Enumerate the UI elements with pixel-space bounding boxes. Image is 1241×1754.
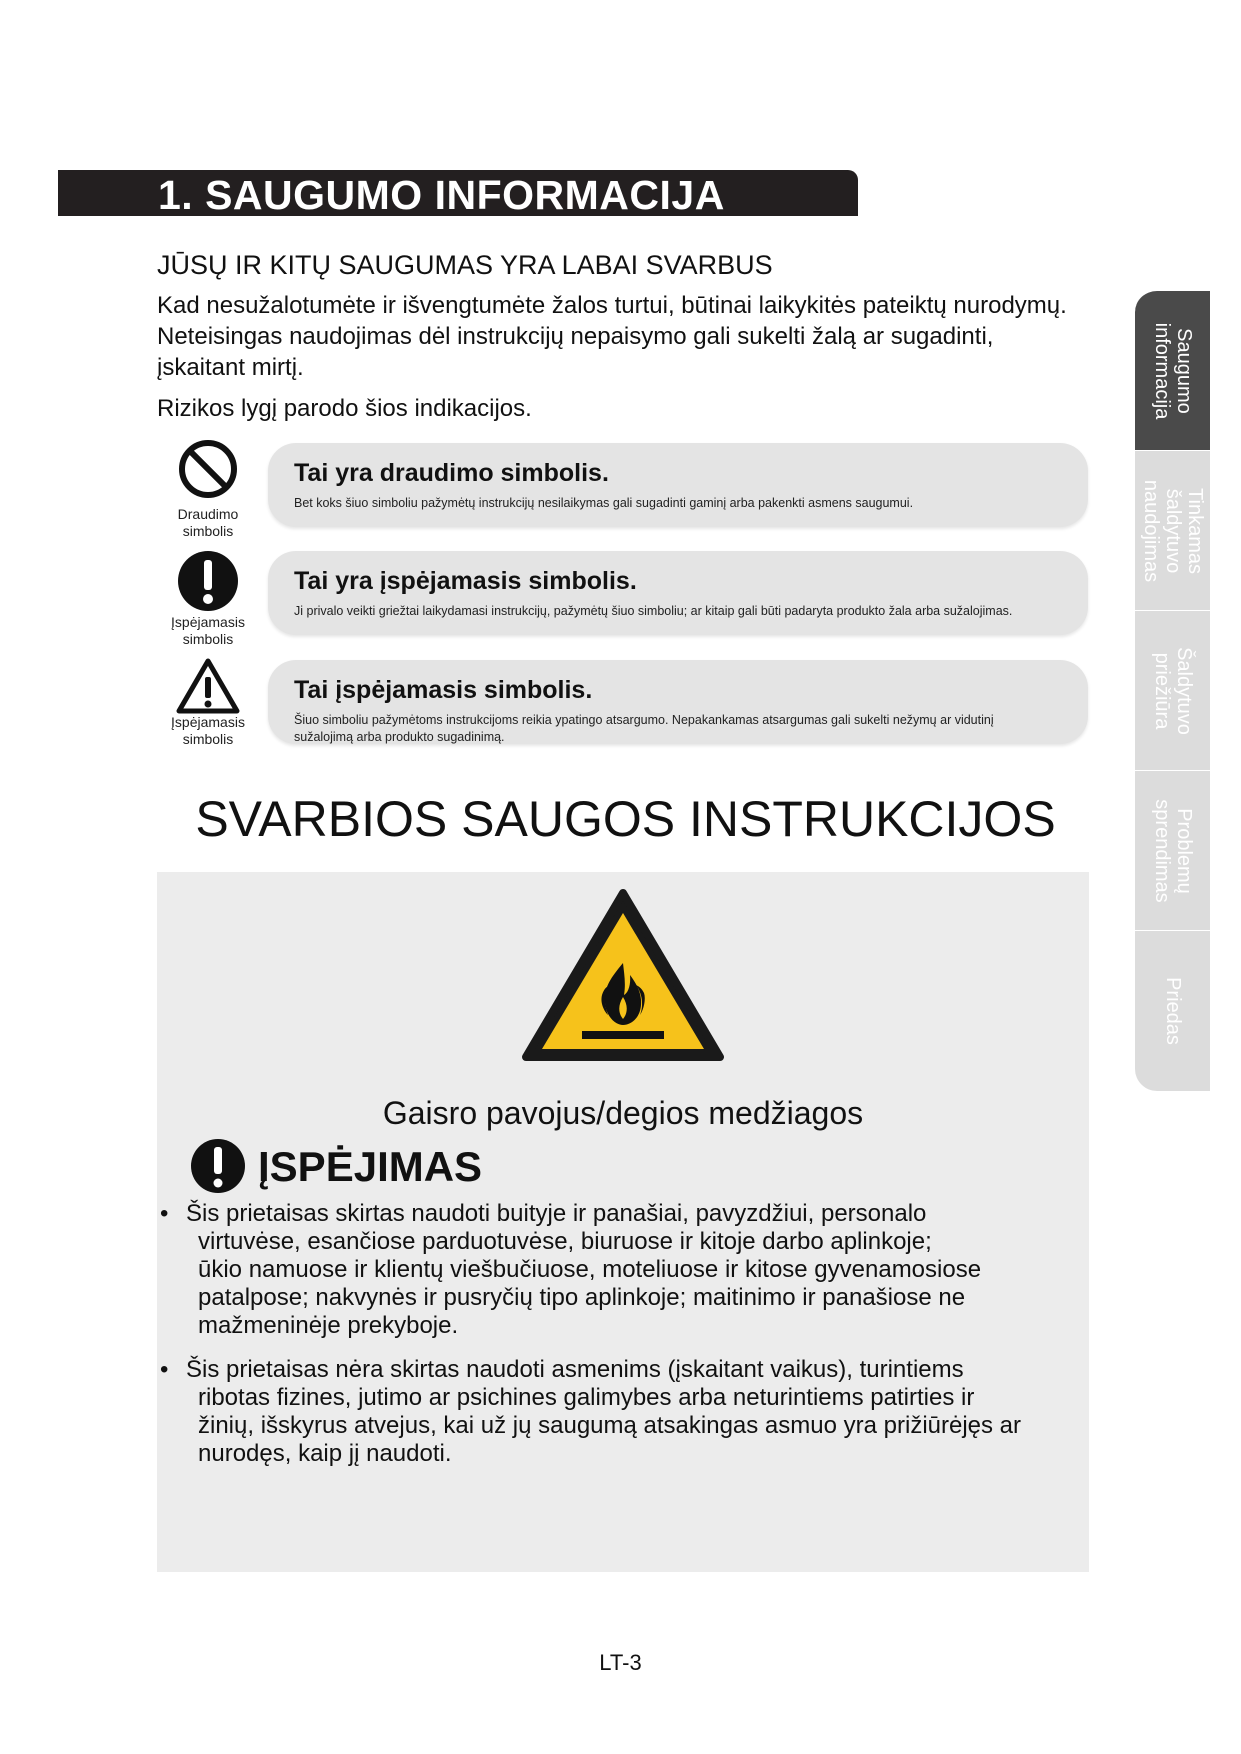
symbol-description: Ji privalo veikti griežtai laikydamasi instrukcijų, pažymėtų šiuo simboliu; ar kitaip gali būti padaryta produkto žala arba sužalojimas.	[294, 604, 1013, 618]
symbol-info-box	[268, 551, 1088, 635]
symbol-title: Tai yra įspėjamasis simbolis.	[294, 567, 637, 595]
tab-problemu-sprendimas[interactable]: Problemų sprendimas	[1135, 770, 1210, 931]
subheading: JŪSŲ IR KITŲ SAUGUMAS YRA LABAI SVARBUS	[157, 250, 773, 280]
tab-saldytuvo-prieziura[interactable]: Šaldytuvo priežiūra	[1135, 610, 1210, 771]
list-item: • Šis prietaisas skirtas naudoti buityje ir panašiai, pavyzdžiui, personalo virtuvėse, esančiose parduotuvėse, biuruose ir kitoje darbo aplinkoje; ūkio namuose ir klientų viešbučiuose, moteliuose ir kitose gyvenamosiose patalpose; nakvynės ir pusryčių tipo aplinkoje; maitinimo ir panašiose ne mažmeninėje prekyboje.	[160, 1200, 982, 1339]
tab-saugumo-informacija[interactable]: Saugumo informacija	[1135, 290, 1210, 451]
tab-tinkamas-naudojimas[interactable]: Tinkamas šaldytuvo naudojimas	[1135, 450, 1210, 611]
symbol-title: Tai įspėjamasis simbolis.	[294, 676, 593, 704]
tab-priedas[interactable]: Priedas	[1135, 930, 1210, 1091]
intro-paragraph: Kad nesužalotumėte ir išvengtumėte žalos turtui, būtinai laikykitės pateiktų nurodymų. Neteisingas naudojimas dėl instrukcijų nepaisymo gali sukelti žalą ar sugadinti, įskaitant mirtį.	[157, 292, 1067, 381]
symbol-title: Tai yra draudimo simbolis.	[294, 459, 609, 487]
symbol-description: Šiuo simboliu pažymėtoms instrukcijoms reikia ypatingo atsargumo. Nepakankamas atsargumas gali sukelti nežymų ar vidutinį sužalojimą arba produkto sugadinimą.	[294, 713, 994, 744]
exclamation-icon	[177, 550, 239, 612]
warning-triangle-icon	[175, 657, 241, 715]
hazard-caption: Gaisro pavojus/degios medžiagos	[382, 1095, 864, 1131]
symbol-info-box	[268, 443, 1088, 527]
page-number: LT-3	[599, 1650, 642, 1675]
bullet-icon: •	[160, 1356, 169, 1383]
risk-line: Rizikos lygį parodo šios indikacijos.	[157, 395, 532, 422]
section-title: 1. SAUGUMO INFORMACIJA	[158, 172, 725, 218]
list-item: • Šis prietaisas nėra skirtas naudoti asmenims (įskaitant vaikus), turintiems ribotas fizines, jutimo ar psichines galimybes arba neturintiems patirties ir žinių, išskyrus atvejus, kai už jų saugumą atsakingas asmuo yra prižiūrėjęs ar nurodęs, kaip jį naudoti.	[160, 1356, 1022, 1467]
exclamation-icon	[190, 1138, 246, 1194]
section-header-bar	[58, 170, 858, 216]
symbol-caption: Draudimo simbolis	[177, 506, 239, 539]
flammable-warning-icon	[520, 885, 726, 1065]
main-title: SVARBIOS SAUGOS INSTRUKCIJOS	[195, 791, 1056, 847]
warning-heading: ĮSPĖJIMAS	[258, 1143, 483, 1190]
symbol-info-box	[268, 660, 1088, 744]
symbol-caption: Įspėjamasis simbolis	[171, 714, 245, 747]
symbol-description: Bet koks šiuo simboliu pažymėtų instrukcijų nesilaikymas gali sugadinti gaminį arba pakenkti asmens saugumui.	[294, 496, 914, 510]
prohibition-icon	[177, 438, 239, 500]
bullet-icon: •	[160, 1200, 169, 1227]
symbol-caption: Įspėjamasis simbolis	[171, 614, 245, 647]
